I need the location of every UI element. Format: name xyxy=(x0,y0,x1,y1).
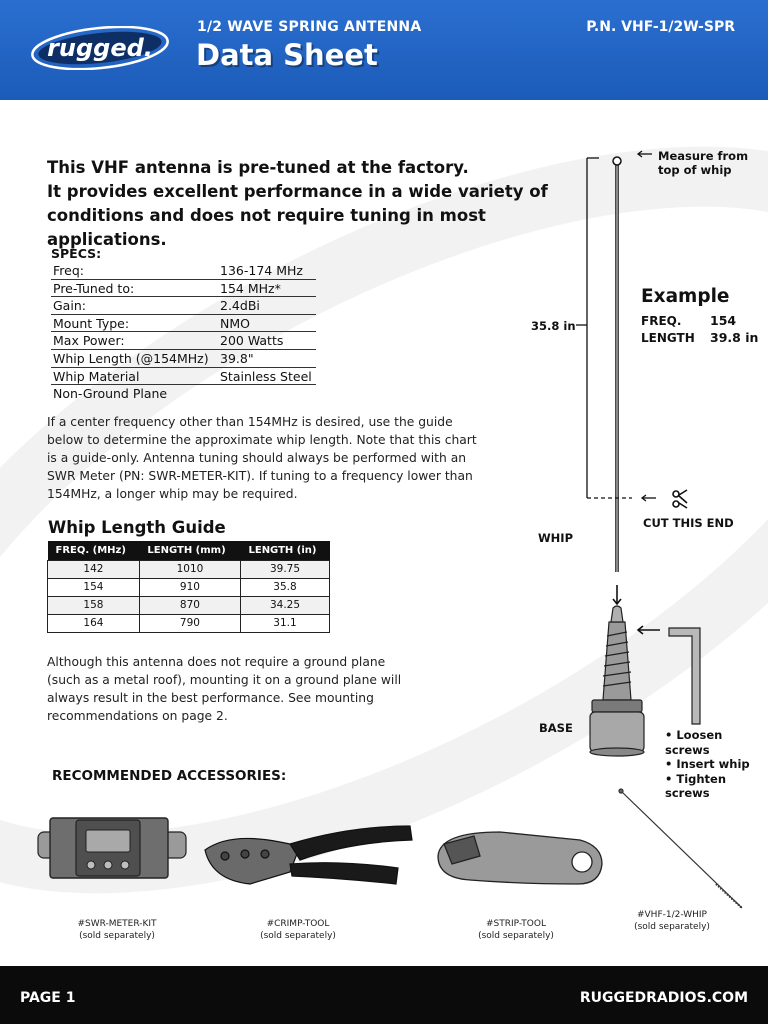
whip-label: WHIP xyxy=(538,531,574,545)
spec-label: Pre-Tuned to: xyxy=(53,280,135,296)
hex-key-icon xyxy=(669,628,700,724)
column-header: LENGTH (in) xyxy=(240,541,329,560)
header-subtitle: 1/2 WAVE SPRING ANTENNA xyxy=(197,19,422,35)
accessory-part: #STRIP-TOOL xyxy=(486,919,546,929)
spec-label: Freq: xyxy=(53,263,84,278)
strip-tool-image xyxy=(438,832,602,884)
tuning-paragraph: If a center frequency other than 154MHz is desired, use the guide below to determine the approximate whip length. Note that this chart is a guide-only. Antenna tuning should always be performed with an SWR Meter (PN: SWR-METER-KIT). If tuning to a frequency lower than 154MHz, a longer whip may be required. xyxy=(47,415,477,501)
spec-value: NMO xyxy=(220,315,250,331)
spec-value: Stainless Steel xyxy=(220,368,312,384)
antenna-base xyxy=(590,606,644,756)
accessory-caption xyxy=(451,918,581,942)
intro-line-1: This VHF antenna is pre-tuned at the factory. xyxy=(47,158,469,177)
dimension-label: 35.8 in xyxy=(531,319,576,333)
example-length-label: LENGTH xyxy=(641,331,695,345)
spec-value: 39.8" xyxy=(220,350,254,366)
whip-guide-title: Whip Length Guide xyxy=(48,518,226,537)
column-header: LENGTH (mm) xyxy=(139,541,240,560)
measure-note xyxy=(658,149,748,177)
table-cell: 142 xyxy=(48,560,140,578)
table-cell: 1010 xyxy=(139,560,240,578)
accessories-title: RECOMMENDED ACCESSORIES: xyxy=(52,768,287,784)
spec-value: 136-174 MHz xyxy=(220,263,303,278)
spec-label: Whip Material xyxy=(53,368,140,384)
logo-text: rugged. xyxy=(47,34,153,62)
spec-label: Non-Ground Plane xyxy=(53,386,168,402)
table-cell: 164 xyxy=(48,614,140,632)
example-freq-label: FREQ. xyxy=(641,314,682,328)
ground-plane-paragraph: Although this antenna does not require a ground plane (such as a metal roof), mounting it on a ground plane will always result in the best performance. See mounting recommendations on page 2. xyxy=(47,655,402,723)
example-freq-value: 154 xyxy=(710,313,737,328)
measure-line-1: Measure from xyxy=(658,149,749,163)
accessory-caption xyxy=(233,918,363,942)
accessory-caption xyxy=(52,918,182,942)
table-cell: 790 xyxy=(139,614,240,632)
whip-image xyxy=(619,789,742,908)
table-cell: 870 xyxy=(139,596,240,614)
page-number: PAGE 1 xyxy=(20,990,76,1006)
table-cell: 31.1 xyxy=(240,614,329,632)
spec-label: Max Power: xyxy=(53,333,125,349)
step-item: • Tighten screws xyxy=(665,771,727,800)
example-title: Example xyxy=(641,286,730,307)
accessory-note: (sold separately) xyxy=(634,922,710,932)
accessories-images xyxy=(0,780,768,920)
spec-label: Mount Type: xyxy=(53,315,130,331)
swr-meter-image xyxy=(38,818,186,878)
table-cell: 34.25 xyxy=(240,596,329,614)
website-link[interactable]: RUGGEDRADIOS.COM xyxy=(579,990,748,1006)
cut-label: CUT THIS END xyxy=(643,516,734,530)
whip-tip xyxy=(613,157,621,165)
table-cell: 154 xyxy=(48,578,140,596)
step-item: • Insert whip xyxy=(665,757,750,771)
scissors-icon xyxy=(673,490,687,508)
accessory-part: #VHF-1/2-WHIP xyxy=(636,910,707,920)
specs-title: SPECS: xyxy=(51,246,102,261)
spec-label: Gain: xyxy=(53,298,86,314)
accessory-part: #CRIMP-TOOL xyxy=(266,919,330,929)
base-label: BASE xyxy=(539,721,573,735)
page-title: Data Sheet xyxy=(196,38,378,72)
crimp-tool-image xyxy=(205,826,412,884)
column-header: FREQ. (MHz) xyxy=(48,541,140,560)
accessory-note: (sold separately) xyxy=(260,931,336,941)
accessory-note: (sold separately) xyxy=(478,931,554,941)
table-cell: 910 xyxy=(139,578,240,596)
table-cell: 35.8 xyxy=(240,578,329,596)
example-length-value: 39.8 in xyxy=(710,330,759,345)
table-cell: 158 xyxy=(48,596,140,614)
spec-value: 154 MHz* xyxy=(220,280,281,296)
spec-value: 200 Watts xyxy=(220,333,284,349)
measure-line-2: top of whip xyxy=(658,163,732,177)
intro-line-2: It provides excellent performance in a wide variety of xyxy=(47,182,548,201)
accessory-part: #SWR-METER-KIT xyxy=(77,919,157,929)
part-number: P.N. VHF-1/2W-SPR xyxy=(586,19,735,35)
accessory-note: (sold separately) xyxy=(79,931,155,941)
spec-label: Whip Length (@154MHz) xyxy=(53,350,209,366)
spec-value: 2.4dBi xyxy=(220,298,260,314)
step-item: • Loosen screws xyxy=(665,728,723,757)
table-cell: 39.75 xyxy=(240,560,329,578)
accessory-caption xyxy=(607,909,737,933)
intro-line-3: conditions and does not require tuning in most applications. xyxy=(47,206,486,249)
